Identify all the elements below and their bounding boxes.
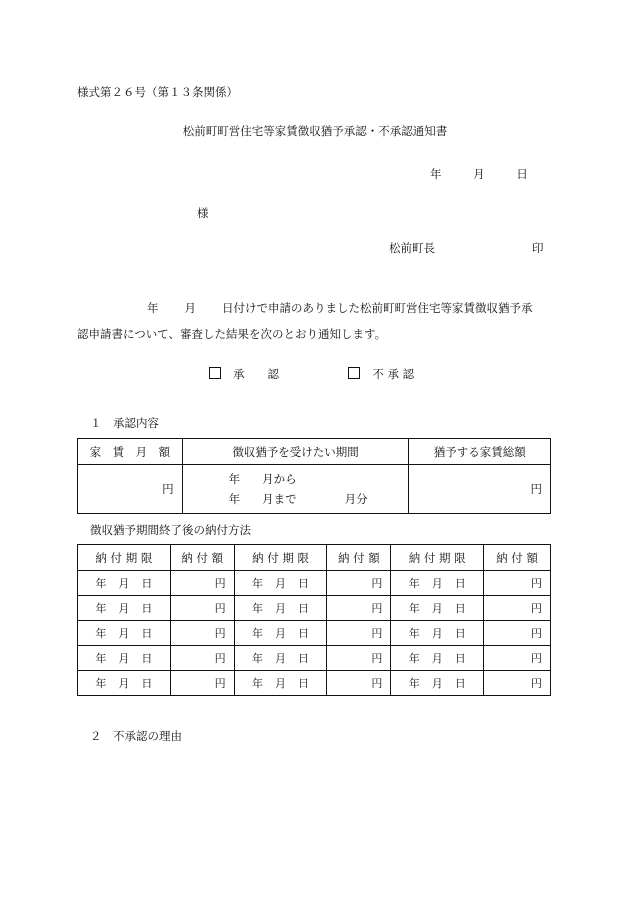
amount-cell: 円 xyxy=(170,621,234,646)
deadline-cell xyxy=(391,621,484,646)
table-row xyxy=(78,671,551,696)
month-label: 月 xyxy=(275,602,287,615)
deadline-cell xyxy=(234,621,327,646)
deadline-cell xyxy=(234,671,327,696)
month-label: 月 xyxy=(431,577,443,590)
section1-heading: １ 承認内容 xyxy=(90,416,159,430)
amount-cell: 円 xyxy=(484,571,551,596)
amount-cell: 円 xyxy=(170,571,234,596)
amount-cell: 円 xyxy=(484,621,551,646)
months-label: 月分 xyxy=(344,492,368,506)
total-header: 猶予する家賃総額 xyxy=(409,439,551,465)
rent-monthly-cell: 円 xyxy=(78,465,183,514)
approve-label: 承 認 xyxy=(233,367,279,381)
deadline-cell xyxy=(391,571,484,596)
year-label: 年 xyxy=(95,652,107,665)
month-label: 月 xyxy=(431,602,443,615)
month-label: 月 xyxy=(118,652,130,665)
deadline-cell xyxy=(78,671,171,696)
from-label: 月から xyxy=(262,472,297,486)
year-label: 年 xyxy=(252,577,264,590)
para-year: 年 xyxy=(147,301,159,315)
addressee-suffix: 様 xyxy=(197,206,209,220)
deadline-cell xyxy=(78,646,171,671)
payment-table xyxy=(77,544,551,696)
amount-header: 納 付 額 xyxy=(484,545,551,571)
month-label: 月 xyxy=(118,577,130,590)
day-label: 日 xyxy=(298,602,310,615)
checkbox-icon xyxy=(348,367,360,379)
deadline-cell xyxy=(78,571,171,596)
checkbox-icon xyxy=(209,367,221,379)
year-label: 年 xyxy=(95,627,107,640)
issuer-name: 松前町長 xyxy=(389,241,435,255)
section2-heading: ２ 不承認の理由 xyxy=(90,729,182,743)
deadline-cell xyxy=(391,671,484,696)
payment-rows xyxy=(78,571,551,696)
para-line1: 日付けで申請のありました松前町町営住宅等家賃徴収猶予承 xyxy=(222,301,533,315)
amount-cell: 円 xyxy=(484,646,551,671)
amount-cell: 円 xyxy=(484,596,551,621)
date-day-label: 日 xyxy=(516,167,528,181)
deadline-cell xyxy=(234,571,327,596)
total-cell: 円 xyxy=(409,465,551,514)
day-label: 日 xyxy=(454,652,466,665)
month-label: 月 xyxy=(275,627,287,640)
date-year-label: 年 xyxy=(430,167,442,181)
period-header: 徴収猶予を受けたい期間 xyxy=(182,439,409,465)
year-label: 年 xyxy=(408,677,420,690)
document-title: 松前町町営住宅等家賃徴収猶予承認・不承認通知書 xyxy=(182,124,448,138)
month-label: 月 xyxy=(431,677,443,690)
amount-cell: 円 xyxy=(327,671,391,696)
year-label: 年 xyxy=(408,577,420,590)
deadline-cell xyxy=(78,596,171,621)
issue-date xyxy=(430,166,528,182)
amount-cell: 円 xyxy=(170,646,234,671)
approval-table xyxy=(77,438,551,514)
day-label: 日 xyxy=(454,677,466,690)
reject-label: 不 承 認 xyxy=(372,367,415,381)
day-label: 日 xyxy=(141,627,153,640)
period-cell xyxy=(182,465,409,514)
deadline-cell xyxy=(78,621,171,646)
month-label: 月 xyxy=(431,627,443,640)
month-label: 月 xyxy=(118,627,130,640)
day-label: 日 xyxy=(141,677,153,690)
year-label: 年 xyxy=(408,652,420,665)
day-label: 日 xyxy=(454,627,466,640)
amount-header: 納 付 額 xyxy=(170,545,234,571)
year-label: 年 xyxy=(252,652,264,665)
seal-mark: 印 xyxy=(532,241,544,255)
table-row xyxy=(78,621,551,646)
day-label: 日 xyxy=(141,602,153,615)
year-label: 年 xyxy=(95,577,107,590)
day-label: 日 xyxy=(298,577,310,590)
table-row xyxy=(78,571,551,596)
year-label: 年 xyxy=(252,677,264,690)
amount-cell: 円 xyxy=(327,646,391,671)
deadline-cell xyxy=(234,596,327,621)
deadline-header: 納 付 期 限 xyxy=(78,545,171,571)
deadline-cell xyxy=(234,646,327,671)
from-year: 年 xyxy=(228,472,241,486)
year-label: 年 xyxy=(252,602,264,615)
para-month: 月 xyxy=(184,301,196,315)
amount-cell: 円 xyxy=(327,621,391,646)
rent-monthly-header: 家 賃 月 額 xyxy=(78,439,183,465)
month-label: 月 xyxy=(118,602,130,615)
amount-header: 納 付 額 xyxy=(327,545,391,571)
deadline-header: 納 付 期 限 xyxy=(234,545,327,571)
year-label: 年 xyxy=(408,627,420,640)
amount-cell: 円 xyxy=(327,596,391,621)
year-label: 年 xyxy=(408,602,420,615)
day-label: 日 xyxy=(454,602,466,615)
month-label: 月 xyxy=(275,677,287,690)
amount-cell: 円 xyxy=(327,571,391,596)
day-label: 日 xyxy=(298,652,310,665)
table-row xyxy=(78,596,551,621)
para-line2: 認申請書について、審査した結果を次のとおり通知します。 xyxy=(77,327,387,341)
month-label: 月 xyxy=(431,652,443,665)
day-label: 日 xyxy=(298,627,310,640)
deadline-cell xyxy=(391,596,484,621)
payment-method-heading: 徴収猶予期間終了後の納付方法 xyxy=(90,523,251,537)
approve-choice[interactable] xyxy=(209,366,279,382)
amount-cell: 円 xyxy=(170,596,234,621)
day-label: 日 xyxy=(141,577,153,590)
table-row xyxy=(78,646,551,671)
reject-choice[interactable] xyxy=(348,366,414,382)
amount-cell: 円 xyxy=(484,671,551,696)
month-label: 月 xyxy=(275,577,287,590)
form-number: 様式第２６号（第１３条関係） xyxy=(77,85,238,99)
day-label: 日 xyxy=(141,652,153,665)
deadline-header: 納 付 期 限 xyxy=(391,545,484,571)
year-label: 年 xyxy=(252,627,264,640)
month-label: 月 xyxy=(118,677,130,690)
to-year: 年 xyxy=(228,492,241,506)
day-label: 日 xyxy=(454,577,466,590)
deadline-cell xyxy=(391,646,484,671)
to-label: 月まで xyxy=(262,492,297,506)
notice-paragraph xyxy=(77,295,550,347)
decision-choices xyxy=(209,366,414,382)
day-label: 日 xyxy=(298,677,310,690)
month-label: 月 xyxy=(275,652,287,665)
amount-cell: 円 xyxy=(170,671,234,696)
year-label: 年 xyxy=(95,677,107,690)
year-label: 年 xyxy=(95,602,107,615)
date-month-label: 月 xyxy=(473,167,485,181)
